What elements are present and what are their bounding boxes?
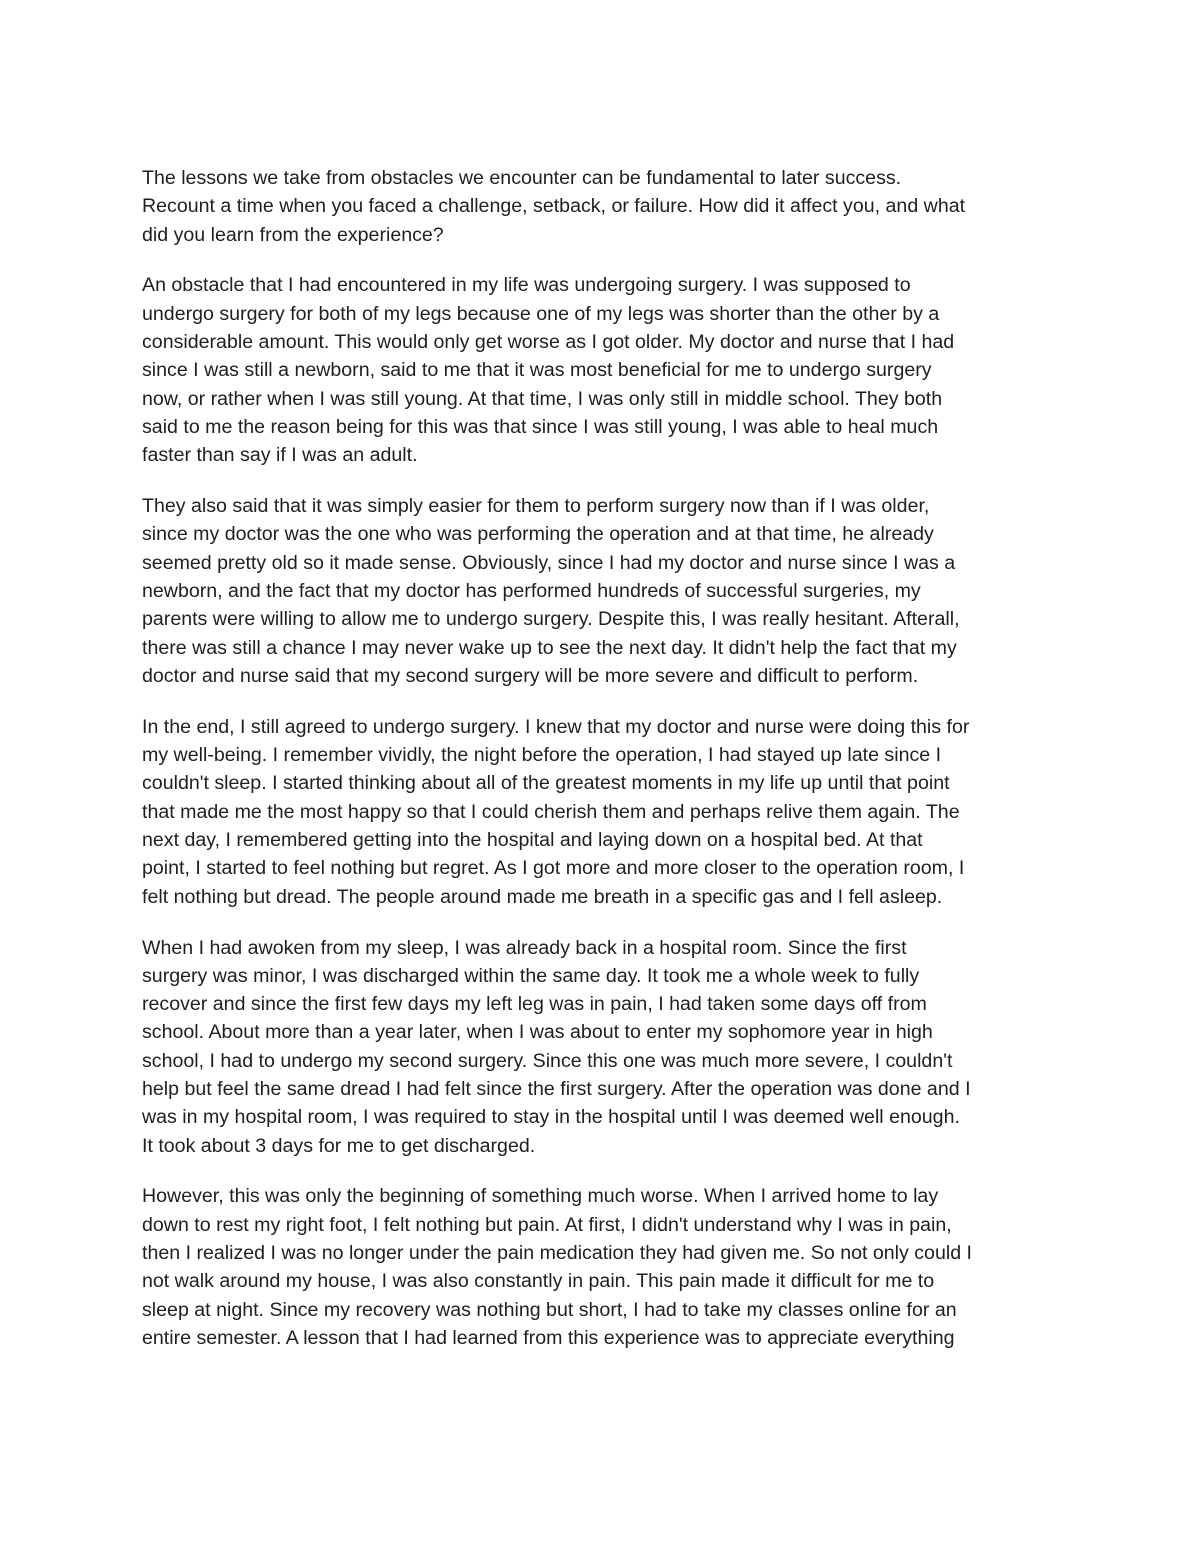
text-line: then I realized I was no longer under the pain medication they had given me. So not only could I xyxy=(142,1242,972,1265)
text-line: help but feel the same dread I had felt since the first surgery. After the operation was done and I xyxy=(142,1077,971,1100)
text-line: seemed pretty old so it made sense. Obviously, since I had my doctor and nurse since I was a xyxy=(142,551,956,574)
text-line: When I had awoken from my sleep, I was already back in a hospital room. Since the first xyxy=(142,936,907,959)
text-line: undergo surgery for both of my legs because one of my legs was shorter than the other by a xyxy=(142,302,940,325)
text-line: In the end, I still agreed to undergo surgery. I knew that my doctor and nurse were doing this for xyxy=(142,715,970,738)
paragraph xyxy=(142,164,1062,249)
text-line: They also said that it was simply easier for them to perform surgery now than if I was older, xyxy=(142,495,930,518)
text-line: entire semester. A lesson that I had learned from this experience was to appreciate everything xyxy=(142,1326,955,1349)
text-line: since my doctor was the one who was performing the operation and at that time, he already xyxy=(142,523,934,546)
text-line: felt nothing but dread. The people around made me breath in a specific gas and I fell asleep. xyxy=(142,885,943,908)
text-line: school. About more than a year later, when I was about to enter my sophomore year in high xyxy=(142,1021,933,1044)
text-line: faster than say if I was an adult. xyxy=(142,444,418,467)
text-line: down to rest my right foot, I felt nothing but pain. At first, I didn't understand why I was in pain, xyxy=(142,1213,952,1236)
text-line: now, or rather when I was still young. At that time, I was only still in middle school. They both xyxy=(142,387,943,410)
text-line: Recount a time when you faced a challenge, setback, or failure. How did it affect you, and what xyxy=(142,195,966,218)
text-line: my well-being. I remember vividly, the night before the operation, I had stayed up late since I xyxy=(142,744,942,767)
document-body xyxy=(142,164,1062,1375)
text-line: school, I had to undergo my second surgery. Since this one was much more severe, I couldn't xyxy=(142,1049,953,1072)
paragraph xyxy=(142,713,1062,911)
text-line: not walk around my house, I was also constantly in pain. This pain made it difficult for me to xyxy=(142,1270,935,1293)
paragraph xyxy=(142,271,1062,469)
text-line: was in my hospital room, I was required to stay in the hospital until I was deemed well enough. xyxy=(142,1106,960,1129)
text-line: point, I started to feel nothing but regret. As I got more and more closer to the operation room, I xyxy=(142,857,965,880)
text-line: parents were willing to allow me to undergo surgery. Despite this, I was really hesitant. Afterall, xyxy=(142,608,960,631)
text-line: since I was still a newborn, said to me that it was most beneficial for me to undergo surgery xyxy=(142,359,932,382)
paragraph xyxy=(142,492,1062,690)
text-line: considerable amount. This would only get worse as I got older. My doctor and nurse that I had xyxy=(142,331,955,354)
text-line: doctor and nurse said that my second surgery will be more severe and difficult to perform. xyxy=(142,664,919,687)
text-line: couldn't sleep. I started thinking about all of the greatest moments in my life up until that point xyxy=(142,772,950,795)
text-line: that made me the most happy so that I could cherish them and perhaps relive them again. The xyxy=(142,800,960,823)
text-line: there was still a chance I may never wake up to see the next day. It didn't help the fact that my xyxy=(142,636,957,659)
text-line: newborn, and the fact that my doctor has performed hundreds of successful surgeries, my xyxy=(142,580,921,603)
text-line: did you learn from the experience? xyxy=(142,223,444,246)
text-line: It took about 3 days for me to get discharged. xyxy=(142,1134,536,1157)
text-line: The lessons we take from obstacles we encounter can be fundamental to later success. xyxy=(142,167,902,189)
text-line: However, this was only the beginning of something much worse. When I arrived home to lay xyxy=(142,1185,939,1208)
paragraph xyxy=(142,934,1062,1160)
text-line: next day, I remembered getting into the hospital and laying down on a hospital bed. At that xyxy=(142,829,923,852)
paragraph xyxy=(142,1182,1062,1352)
text-line: recover and since the first few days my left leg was in pain, I had taken some days off from xyxy=(142,993,927,1016)
text-line: sleep at night. Since my recovery was nothing but short, I had to take my classes online for an xyxy=(142,1298,957,1321)
text-line: An obstacle that I had encountered in my life was undergoing surgery. I was supposed to xyxy=(142,274,911,297)
text-line: said to me the reason being for this was that since I was still young, I was able to heal much xyxy=(142,415,939,438)
text-line: surgery was minor, I was discharged within the same day. It took me a whole week to fully xyxy=(142,964,920,987)
